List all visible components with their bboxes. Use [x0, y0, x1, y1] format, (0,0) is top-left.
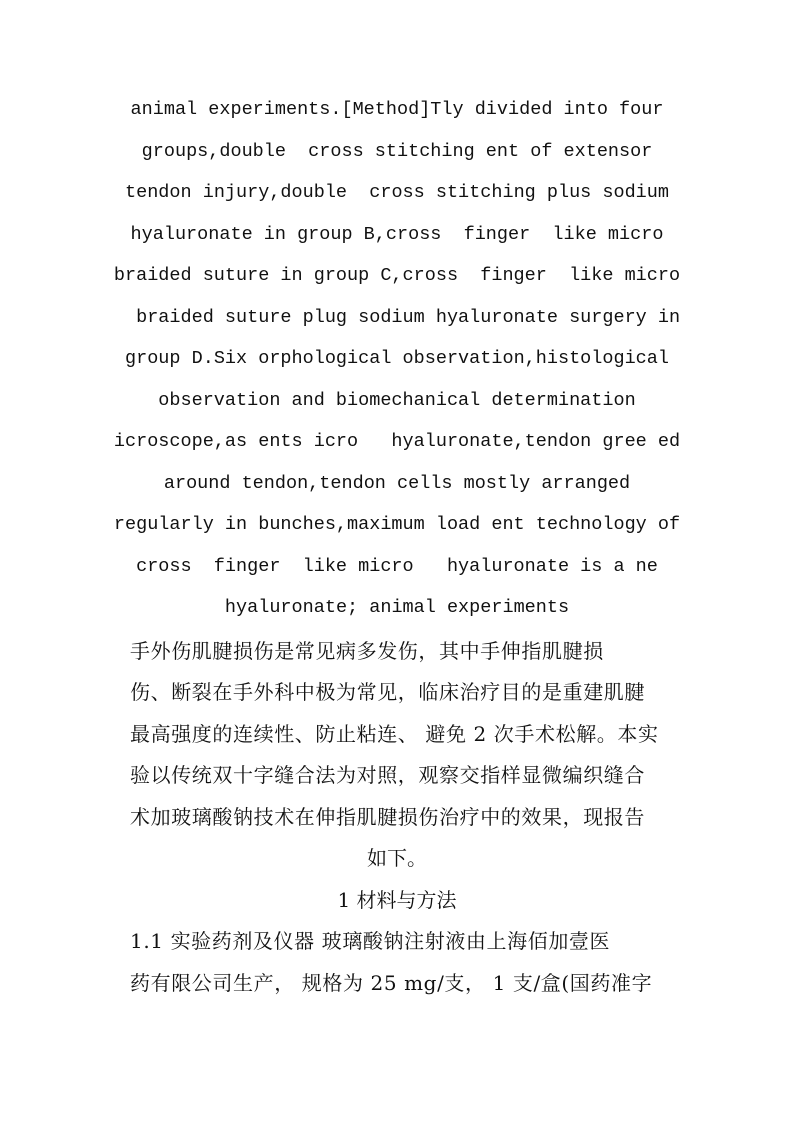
abstract-line: icroscope,as ents icro hyaluronate,tendon gree ed [113, 431, 681, 452]
paragraph-line: 验以传统双十字缝合法为对照，观察交指样显微编织缝合 [130, 763, 645, 787]
paragraph-line: 药有限公司生产， 规格为 25 mg/支， 1 支/盒(国药准字 [130, 971, 653, 995]
abstract-line: braided suture in group C,cross finger like micro [113, 265, 681, 286]
abstract-line: around tendon,tendon cells mostly arranged [163, 473, 631, 494]
paragraph-line: 手外伤肌腱损伤是常见病多发伤，其中手伸指肌腱损 [130, 639, 604, 663]
abstract-line: hyaluronate in group B,cross finger like micro [130, 224, 664, 245]
paragraph-line: 如下。 [367, 846, 427, 870]
section-heading: 1 材料与方法 [337, 888, 457, 912]
abstract-line: animal experiments.[Method]Tly divided into four [130, 99, 664, 120]
abstract-line: cross finger like micro hyaluronate is a ne [136, 556, 658, 577]
abstract-line: regularly in bunches,maximum load ent technology of [113, 514, 681, 535]
abstract-line: hyaluronate; animal experiments [224, 597, 570, 618]
abstract-line: tendon injury,double cross stitching plus sodium [125, 182, 669, 203]
paragraph-line: 1.1 实验药剂及仪器 玻璃酸钠注射液由上海佰加壹医 [130, 929, 611, 953]
paragraph-line: 伤、断裂在手外科中极为常见，临床治疗目的是重建肌腱 [130, 680, 645, 704]
abstract-line: braided suture plug sodium hyaluronate surgery in [113, 307, 681, 328]
abstract-line: groups,double cross stitching ent of extensor [141, 141, 653, 162]
paragraph-line: 术加玻璃酸钠技术在伸指肌腱损伤治疗中的效果，现报告 [130, 805, 645, 829]
paragraph-line: 最高强度的连续性、防止粘连、 避免 2 次手术松解。本实 [130, 722, 659, 746]
abstract-line: observation and biomechanical determination [158, 390, 636, 411]
abstract-line: group D.Six orphological observation,histological [125, 348, 669, 369]
